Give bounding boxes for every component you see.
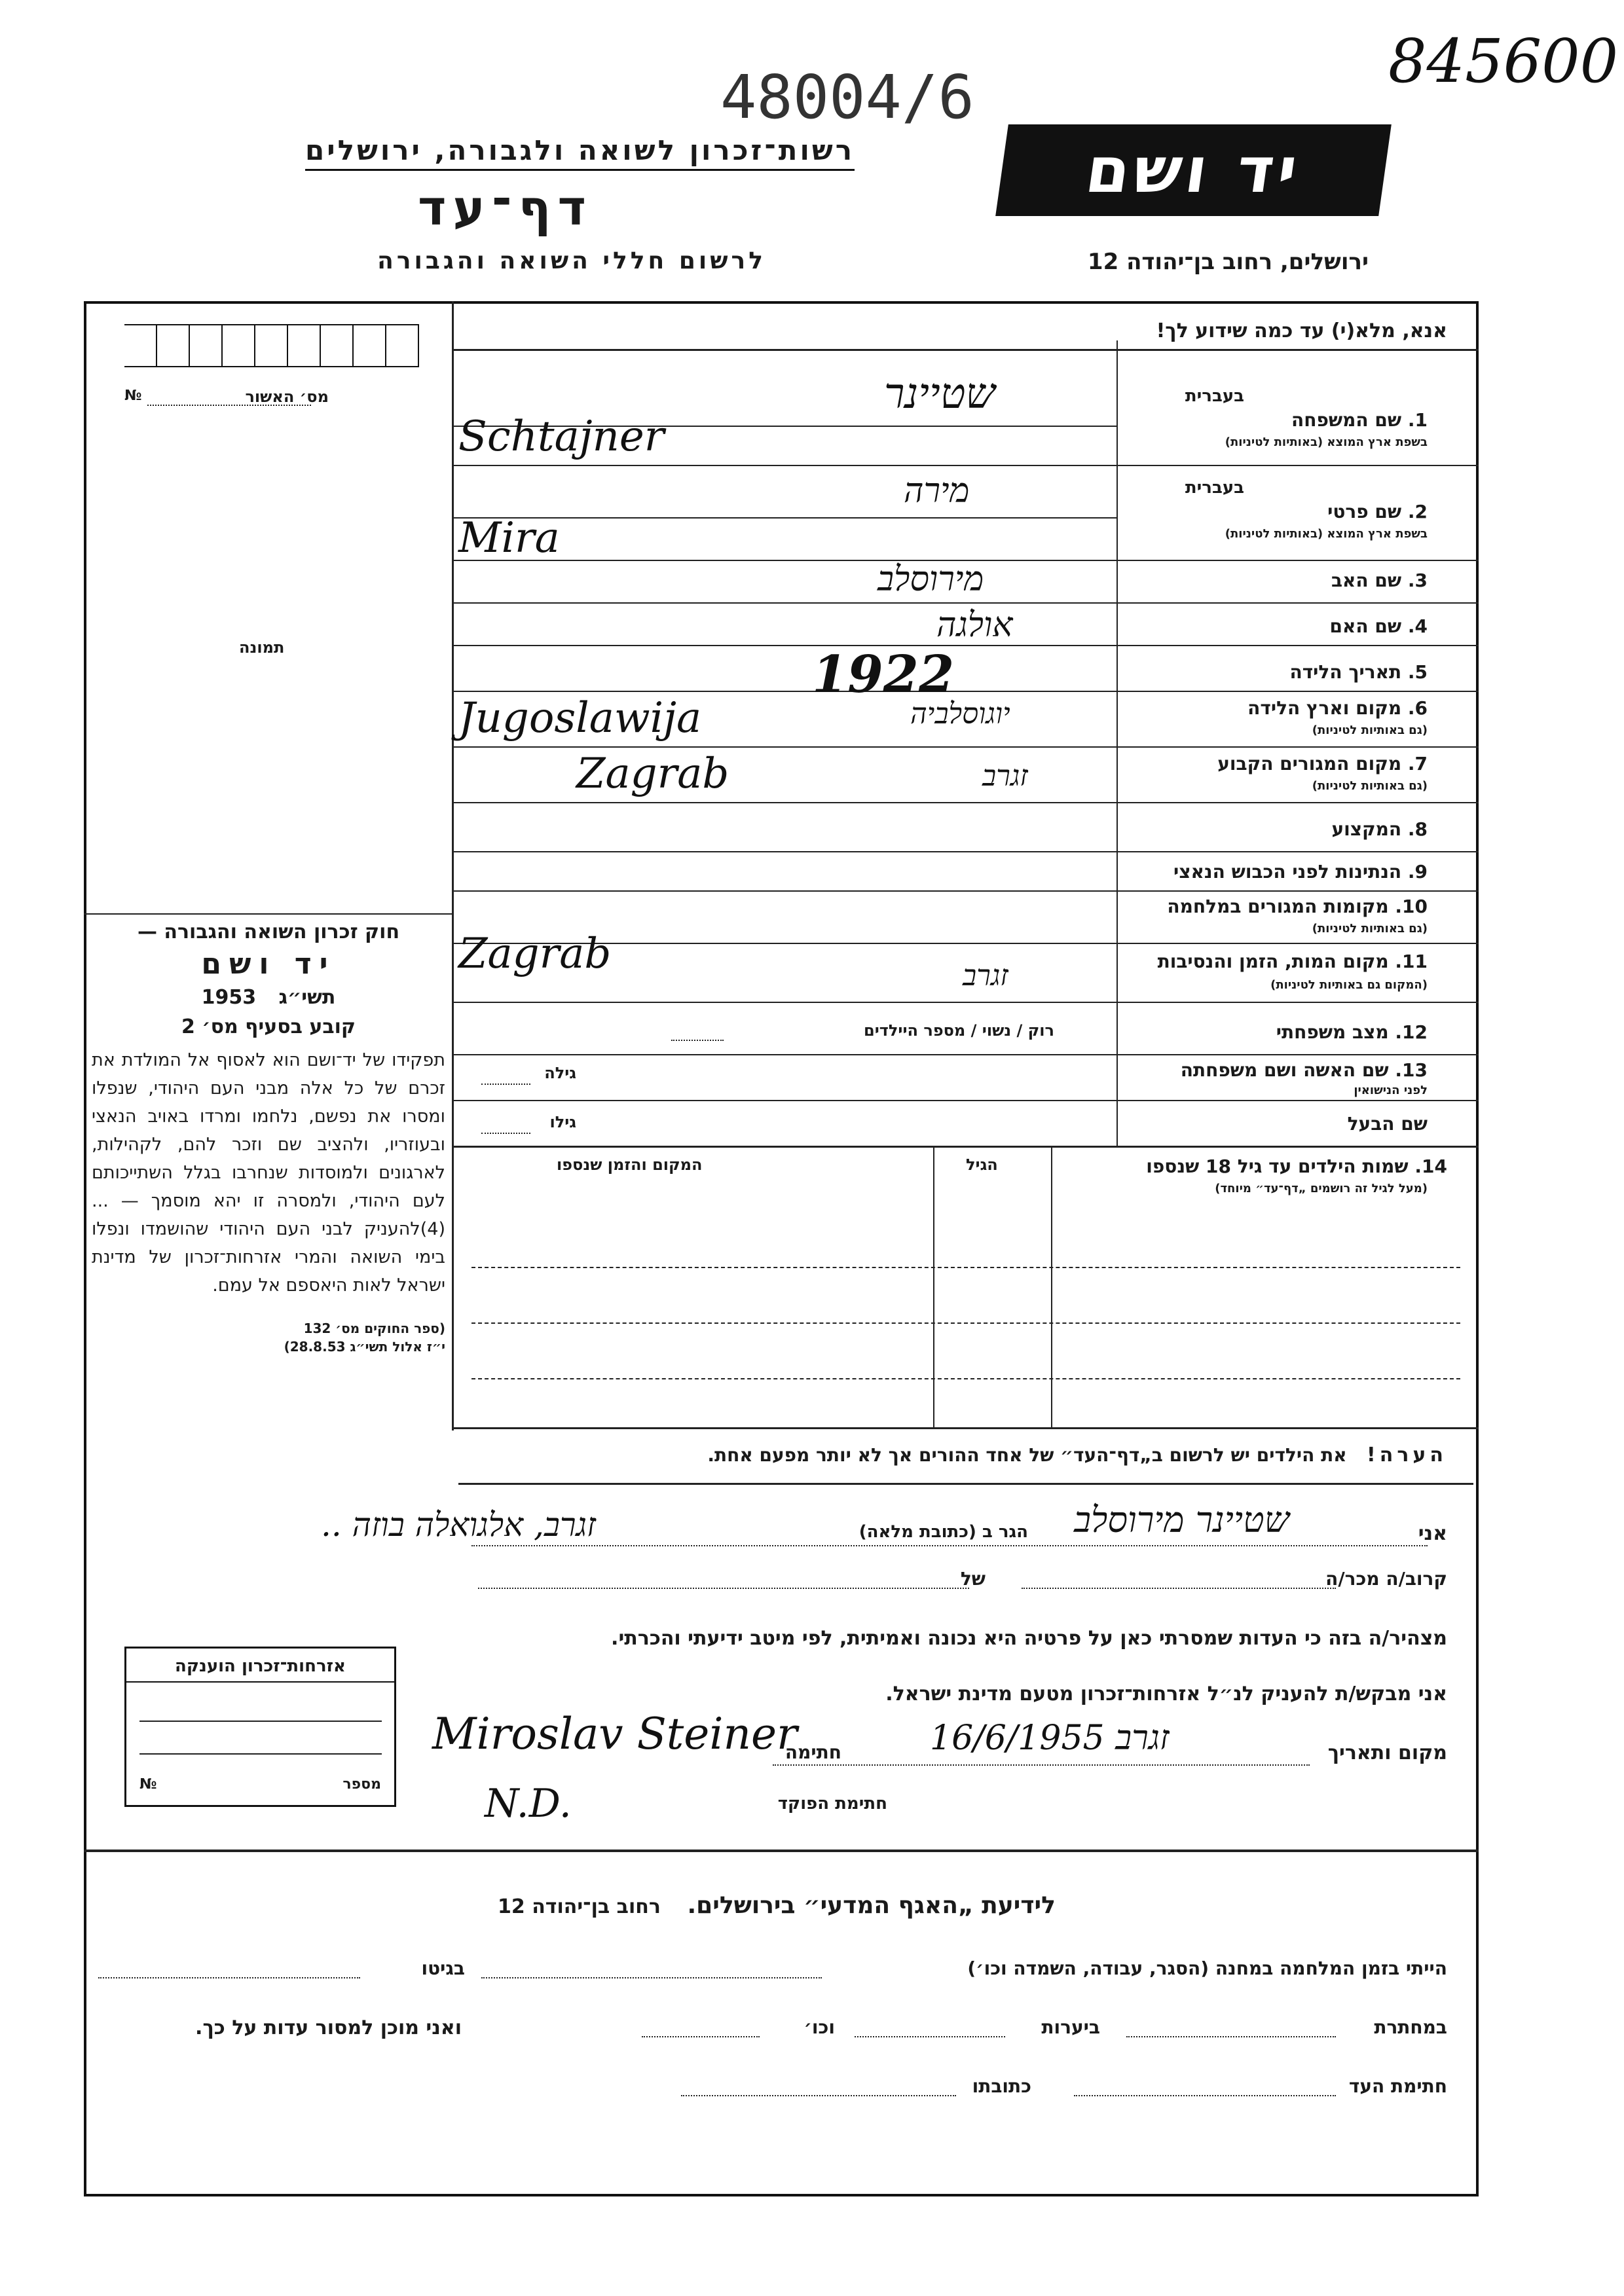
- field-12-number: 12.: [1395, 1021, 1428, 1043]
- field-3-number: 3.: [1407, 570, 1428, 591]
- etc-line: [642, 2036, 760, 2037]
- stamp-box-line: [139, 1721, 382, 1722]
- first-name-latin-value: Mira: [458, 514, 560, 562]
- declarant-name-value: שטיינר מירוסלב: [1074, 1499, 1289, 1540]
- declarant-signature: Miroslav Steiner: [432, 1709, 798, 1759]
- officer-signature-label: חתימת הפוקד: [777, 1794, 887, 1813]
- handwritten-reference-number: 845600: [1388, 26, 1619, 96]
- law-year-line: [92, 986, 445, 1009]
- intro-text: אנא, מלא(י) עד כמה שידוע לך!: [1156, 319, 1447, 342]
- law-clause: קובע בסעיף מס׳ 2: [181, 1015, 356, 1038]
- bottom-line-2d: ואני מוכן למסור עדות על כך.: [195, 2016, 462, 2039]
- stamp-box-number-label: מספר: [342, 1776, 381, 1793]
- law-sidebar: [92, 917, 445, 1355]
- note-text: את הילדים יש לרשום ב„דף־העד״ של אחד ההורים אך לא יותר מפעם אחת.: [707, 1444, 1347, 1466]
- place-date-line: [773, 1764, 1310, 1766]
- officer-signature: N.D.: [485, 1781, 572, 1827]
- row-line: [452, 691, 1479, 692]
- death-place-latin-value: Zagrab: [458, 930, 612, 978]
- header-address: ירושלים, רחוב בן־יהודה 12: [1087, 249, 1369, 275]
- bottom-line-3a: חתימת העד: [1348, 2075, 1447, 2097]
- children-place-header: המקום והזמן שנספו: [557, 1156, 703, 1174]
- field-8-name: המקצוע: [1331, 818, 1402, 840]
- signature-label: חתימה: [784, 1741, 841, 1763]
- row-line: [452, 890, 1479, 892]
- children-table-title: 14. שמות הילדים עד גיל 18 שנספו: [1146, 1156, 1447, 1177]
- field-12-label: [1276, 1021, 1428, 1043]
- citizenship-stamp-box: [124, 1647, 396, 1807]
- field-7-name: מקום המגורים הקבוע: [1217, 753, 1402, 774]
- field-5-name: תאריך הלידה: [1289, 661, 1402, 683]
- field-13-label: [1181, 1059, 1428, 1081]
- approval-number-label: מס׳ האשור: [245, 388, 329, 406]
- ghetto-line: [98, 1977, 360, 1978]
- field-5-label: [1289, 661, 1428, 683]
- field-3-name: שם האב: [1331, 570, 1402, 591]
- children-count-line: [671, 1040, 724, 1041]
- relation-line: [1022, 1588, 1336, 1589]
- yad-vashem-logo: [995, 124, 1392, 216]
- field-11-sub: (המקום גם באותיות לטיניות): [1270, 978, 1428, 992]
- field-1-name: שם המשפחה: [1291, 409, 1402, 431]
- field-4-number: 4.: [1407, 615, 1428, 637]
- bottom-title-line: [498, 1892, 1056, 1919]
- field-12-name: מצב משפחתי: [1276, 1021, 1389, 1043]
- mother-name-value: אולגה: [936, 606, 1013, 645]
- field-4-name: שם האם: [1329, 615, 1402, 637]
- approval-number-line: [147, 405, 311, 406]
- husband-label: שם הבעל: [1347, 1113, 1428, 1135]
- children-table-bottom: [452, 1427, 1479, 1429]
- place-date-value: זגרב 16/6/1955: [930, 1719, 1170, 1758]
- note-line: [707, 1444, 1447, 1467]
- logo-text: יד ושם: [1081, 134, 1306, 207]
- label-column-divider: [1116, 340, 1118, 1146]
- field-6-sub: (גם באותיות לטיניות): [1312, 723, 1428, 737]
- field-10-name: מקומות המגורים במלחמה: [1167, 896, 1389, 917]
- children-row-line: [471, 1267, 1460, 1268]
- approval-no-sign: №: [124, 388, 142, 404]
- field-10-sub: (גם באותיות לטיניות): [1312, 922, 1428, 936]
- field-2-sub: בשפת ארץ המוצא (באותיות לטיניות): [1225, 527, 1428, 541]
- form-subtitle: לרשום חללי השואה והגבורה: [377, 247, 766, 274]
- field-6-number: 6.: [1407, 697, 1428, 719]
- relation-of-line: [478, 1588, 969, 1589]
- surname-latin-value: Schtajner: [458, 412, 665, 461]
- field-9-label: [1173, 861, 1428, 883]
- field-4-label: [1330, 615, 1428, 637]
- photo-label: תמונה: [239, 638, 285, 657]
- row-line: [452, 465, 1479, 466]
- field-1-sub: בשפת ארץ המוצא (באותיות לטיניות): [1225, 435, 1428, 449]
- law-body: תפקידו של יד־ושם הוא לאסוף אל המולדת את זכרם של כל אלה מבני העם היהודי, שנפלו ומסרו את נפשם, נלחמו ומרדו באויב הנאצי ובעוזריו, ולהציב שם וזכר להם, לקהילות, לארגונים ולמוסדות שנחרבו בגלל השתייכותם לעם היהודי, ולמסרה זו יהא מוסמך — ...(4)להעניק לבני העם היהודי שהושמדו ונפלו בימי השואה והמרי אזרחות־זכרון של מדינת ישראל לאות היאספם אל עמם.: [92, 1050, 445, 1296]
- archive-number: 48004/6: [720, 62, 974, 132]
- sidebar-photo-divider: [84, 913, 452, 915]
- underground-line: [1126, 2036, 1336, 2037]
- birth-place-latin-value: Jugoslawija: [458, 694, 702, 742]
- residence-latin-value: Zagrab: [576, 750, 729, 798]
- row-line: [452, 1100, 1479, 1101]
- field-10-number: 10.: [1395, 896, 1428, 917]
- note-bottom-line: [458, 1483, 1473, 1485]
- row-line: [452, 1002, 1479, 1003]
- declarant-address-line: [471, 1545, 1428, 1546]
- field-13-name: שם האשה ושם משפחתה: [1180, 1059, 1389, 1081]
- children-row-line: [471, 1378, 1460, 1379]
- surname-hebrew-value: שטיינר: [884, 370, 995, 418]
- law-citation-1: (ספר החוקים מס׳ 132: [303, 1321, 445, 1336]
- children-col-divider-2: [1051, 1146, 1052, 1427]
- death-place-hebrew-value: זגרב: [963, 959, 1008, 993]
- intro-underline: [452, 349, 1479, 351]
- field-7-sub: (גם באותיות לטיניות): [1312, 779, 1428, 793]
- witness-address-line: [681, 2095, 956, 2096]
- law-name: יד ושם: [201, 947, 336, 981]
- wife-age-label: גילה: [544, 1064, 576, 1082]
- field-7-label: [1217, 753, 1428, 774]
- field-13-sub: לפני הנישואין: [1354, 1084, 1428, 1097]
- note-title: הערה!: [1367, 1444, 1447, 1467]
- bottom-line-2b: ביערות: [1041, 2016, 1100, 2038]
- field-2-name: שם פרטי: [1327, 501, 1402, 522]
- place-date-label: מקום ותאריך: [1327, 1741, 1447, 1764]
- field-8-number: 8.: [1407, 818, 1428, 840]
- row-line: [452, 1146, 1479, 1148]
- field-1-lang: בעברית: [1185, 386, 1244, 406]
- row-line: [452, 802, 1479, 803]
- declarant-resides-label: הגר ב (כתובת מלאה): [858, 1522, 1028, 1542]
- field-6-label: [1247, 697, 1428, 719]
- authority-name: רשות־זכרון לשואה ולגבורה, ירושלים: [305, 134, 855, 171]
- field-9-number: 9.: [1407, 861, 1428, 883]
- row-line: [452, 602, 1479, 604]
- law-citation-2: י״ז אלול תשי״ג 28.8.53): [284, 1339, 445, 1355]
- row-line: [452, 746, 1479, 748]
- stamp-box-no-sign: №: [139, 1776, 157, 1793]
- field-2-lang: בעברית: [1185, 478, 1244, 498]
- sidebar-divider: [452, 301, 454, 1430]
- relation-of-label: של: [960, 1568, 986, 1590]
- field-2-label: [1327, 501, 1428, 522]
- form-title: דף־עד: [418, 180, 593, 236]
- field-1-label: [1291, 409, 1428, 431]
- field-8-label: [1331, 818, 1428, 840]
- bottom-line-3b: כתובתו: [972, 2075, 1031, 2097]
- husband-age-label: גילו: [549, 1113, 576, 1131]
- first-name-hebrew-value: מירה: [904, 471, 970, 511]
- witness-signature-line: [1074, 2095, 1336, 2096]
- field-3-label: [1331, 570, 1428, 591]
- relation-label: קרוב/ה מכר/ה: [1325, 1568, 1447, 1590]
- declarant-ani-label: אני: [1418, 1522, 1447, 1545]
- law-year-hebrew: תשי״ג: [278, 986, 336, 1009]
- field-11-label: [1158, 951, 1428, 972]
- bottom-section-line: [84, 1850, 1479, 1852]
- children-col-divider-1: [933, 1146, 934, 1427]
- field-9-name: הנתינות לפני הכבוש הנאצי: [1173, 861, 1402, 883]
- field-6-name: מקום וארץ הלידה: [1247, 697, 1402, 719]
- residence-hebrew-value: זגרב: [982, 759, 1028, 793]
- field-11-name: מקום המות, הזמן והנסיבות: [1157, 951, 1389, 972]
- field-11-number: 11.: [1395, 951, 1428, 972]
- law-title: חוק זכרון השואה והגבורה —: [137, 920, 400, 943]
- forests-line: [855, 2036, 1005, 2037]
- field-1-number: 1.: [1407, 409, 1428, 431]
- bottom-line-1a: הייתי בזמן המלחמה במחנה (הסגר, עבודה, השמדה וכו׳): [967, 1958, 1447, 1979]
- row-line: [452, 851, 1479, 852]
- field-10-label: [1167, 896, 1428, 917]
- bottom-line-1b: בגיטו: [421, 1958, 465, 1979]
- approval-boxes: [124, 324, 419, 367]
- declaration-request: אני מבקש/ת להעניק לנ״ל אזרחות־זכרון מטעם מדינת ישראל.: [885, 1683, 1447, 1705]
- children-table-sub: (מעל לגיל זה רושמים „דף־עד״ מיוחד): [1215, 1182, 1428, 1195]
- children-age-header: הגיל: [966, 1156, 998, 1174]
- bottom-line-2c: וכו׳: [803, 2016, 835, 2038]
- birth-place-hebrew-value: יוגוסלביה: [910, 697, 1010, 731]
- row-line: [452, 645, 1479, 646]
- bottom-line-2a: במחתרת: [1374, 2016, 1447, 2038]
- father-name-value: מירוסלב: [877, 560, 984, 599]
- bottom-title: לידיעת „האגף המדעי״ בירושלים.: [687, 1892, 1056, 1919]
- camp-line: [481, 1977, 822, 1978]
- field-13-number: 13.: [1395, 1059, 1428, 1081]
- birth-date-value: 1922: [812, 645, 955, 704]
- stamp-box-line: [139, 1753, 382, 1755]
- stamp-box-title: אזרחות־זכרון הוענקה: [126, 1656, 394, 1683]
- law-year: 1953: [201, 986, 257, 1009]
- declaration-statement: מצהיר/ה בזה כי העדות שמסרתי כאן על פרטיה היא נכונה ואמיתית, לפי מיטב ידיעתי והכרתי.: [611, 1627, 1447, 1650]
- declarant-address-value: זגרב, אלגואלה בוזה ..: [321, 1506, 596, 1544]
- wife-age-line: [481, 1084, 530, 1085]
- bottom-address: רחוב בן־יהודה 12: [498, 1895, 661, 1918]
- field-5-number: 5.: [1407, 661, 1428, 683]
- marital-status-options: רוק / נשוי / מספר היילדים: [864, 1021, 1054, 1040]
- children-row-line: [471, 1322, 1460, 1324]
- husband-age-line: [481, 1133, 530, 1134]
- field-7-number: 7.: [1407, 753, 1428, 774]
- field-2-number: 2.: [1407, 501, 1428, 522]
- row-line: [452, 1054, 1479, 1055]
